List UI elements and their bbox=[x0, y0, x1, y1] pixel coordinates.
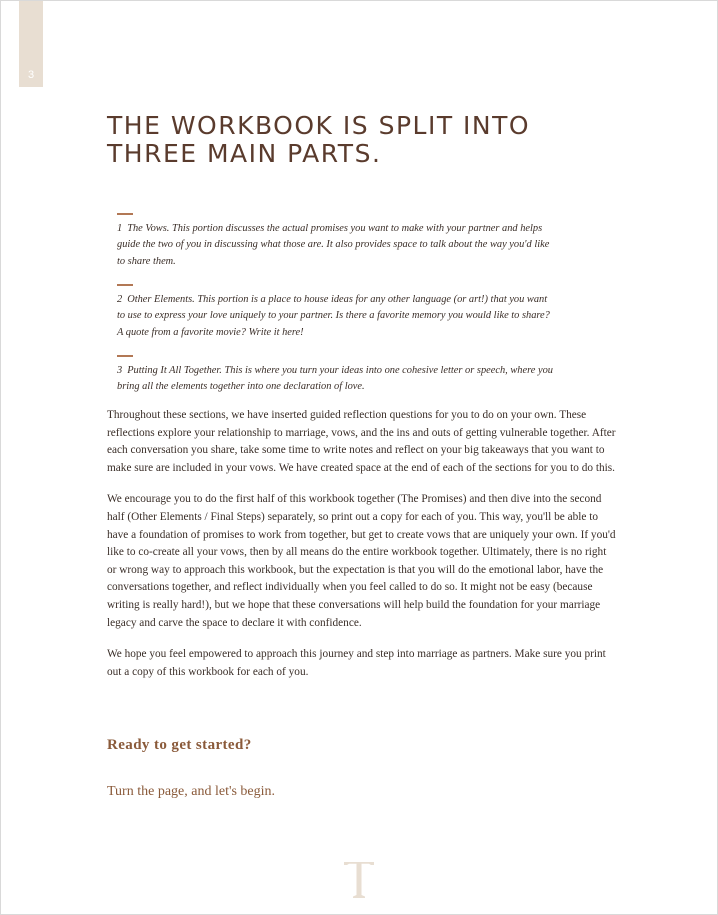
part-number: 1 bbox=[117, 222, 123, 234]
paragraph-empowered: We hope you feel empowered to approach this journey and step into marriage as partners. Make sure you print out a copy of this workbook for each of you. bbox=[107, 648, 606, 678]
part-rule bbox=[117, 355, 133, 357]
part-description: Other Elements. This portion is a place to house ideas for any other language (or art!) that you want to use to express your love uniquely to your partner. Is there a favorite memory you would like to share? A quote from a favorite movie? Write it here! bbox=[117, 293, 550, 338]
paragraph-reflections: Throughout these sections, we have inserted guided reflection questions for you to do on your own. These reflections explore your relationship to marriage, vows, and the ins and outs of getting vulnerable together. After each conversation you share, take some time to write notes and reflect on your big takeaways that you want to make sure are included in your vows. We have created space at the end of each of the sections for you to do this. bbox=[107, 409, 616, 474]
turn-page-text: Turn the page, and let's begin. bbox=[107, 784, 276, 799]
part-item bbox=[117, 355, 557, 396]
part-item bbox=[117, 284, 557, 341]
part-description: The Vows. This portion discusses the actual promises you want to make with your partner and helps guide the two of you in discussing what those are. It also provides space to talk about the way you'd like to share them. bbox=[117, 222, 550, 267]
paragraph-encourage: We encourage you to do the first half of this workbook together (The Promises) and then dive into the second half (Other Elements / Final Steps) separately, so print out a copy for each of you. This way, you'll be able to have a foundation of promises to work from together, but get to create vows that are uniquely your own. If you'd like to co-create all your vows, then by all means do the entire workbook together. Ultimately, there is no right or wrong way to approach this workbook, but the expectation is that you will do the emotional labor, have the conversations together, and reflect individually when you feel called to do so. It might not be easy (because writing is really hard!), but we hope that these conversations will help build the foundation for your marriage legacy and carve the space to declare it with confidence. bbox=[107, 493, 616, 629]
parts-list bbox=[117, 213, 557, 410]
part-text bbox=[117, 363, 557, 396]
page-heading: THE WORKBOOK IS SPLIT INTO THREE MAIN PARTS. bbox=[107, 111, 531, 168]
part-text bbox=[117, 221, 557, 271]
ready-heading: Ready to get started? bbox=[107, 737, 252, 753]
body-text bbox=[107, 407, 617, 695]
monogram-t-icon bbox=[341, 859, 377, 899]
page-tab bbox=[19, 1, 43, 87]
part-rule bbox=[117, 284, 133, 286]
part-text bbox=[117, 292, 557, 342]
part-number: 2 bbox=[117, 293, 123, 305]
part-description: Putting It All Together. This is where you turn your ideas into one cohesive letter or speech, where you bring all the elements together into one declaration of love. bbox=[117, 364, 553, 392]
part-rule bbox=[117, 213, 133, 215]
part-item bbox=[117, 213, 557, 270]
part-number: 3 bbox=[117, 364, 123, 376]
page-number: 3 bbox=[27, 69, 35, 81]
